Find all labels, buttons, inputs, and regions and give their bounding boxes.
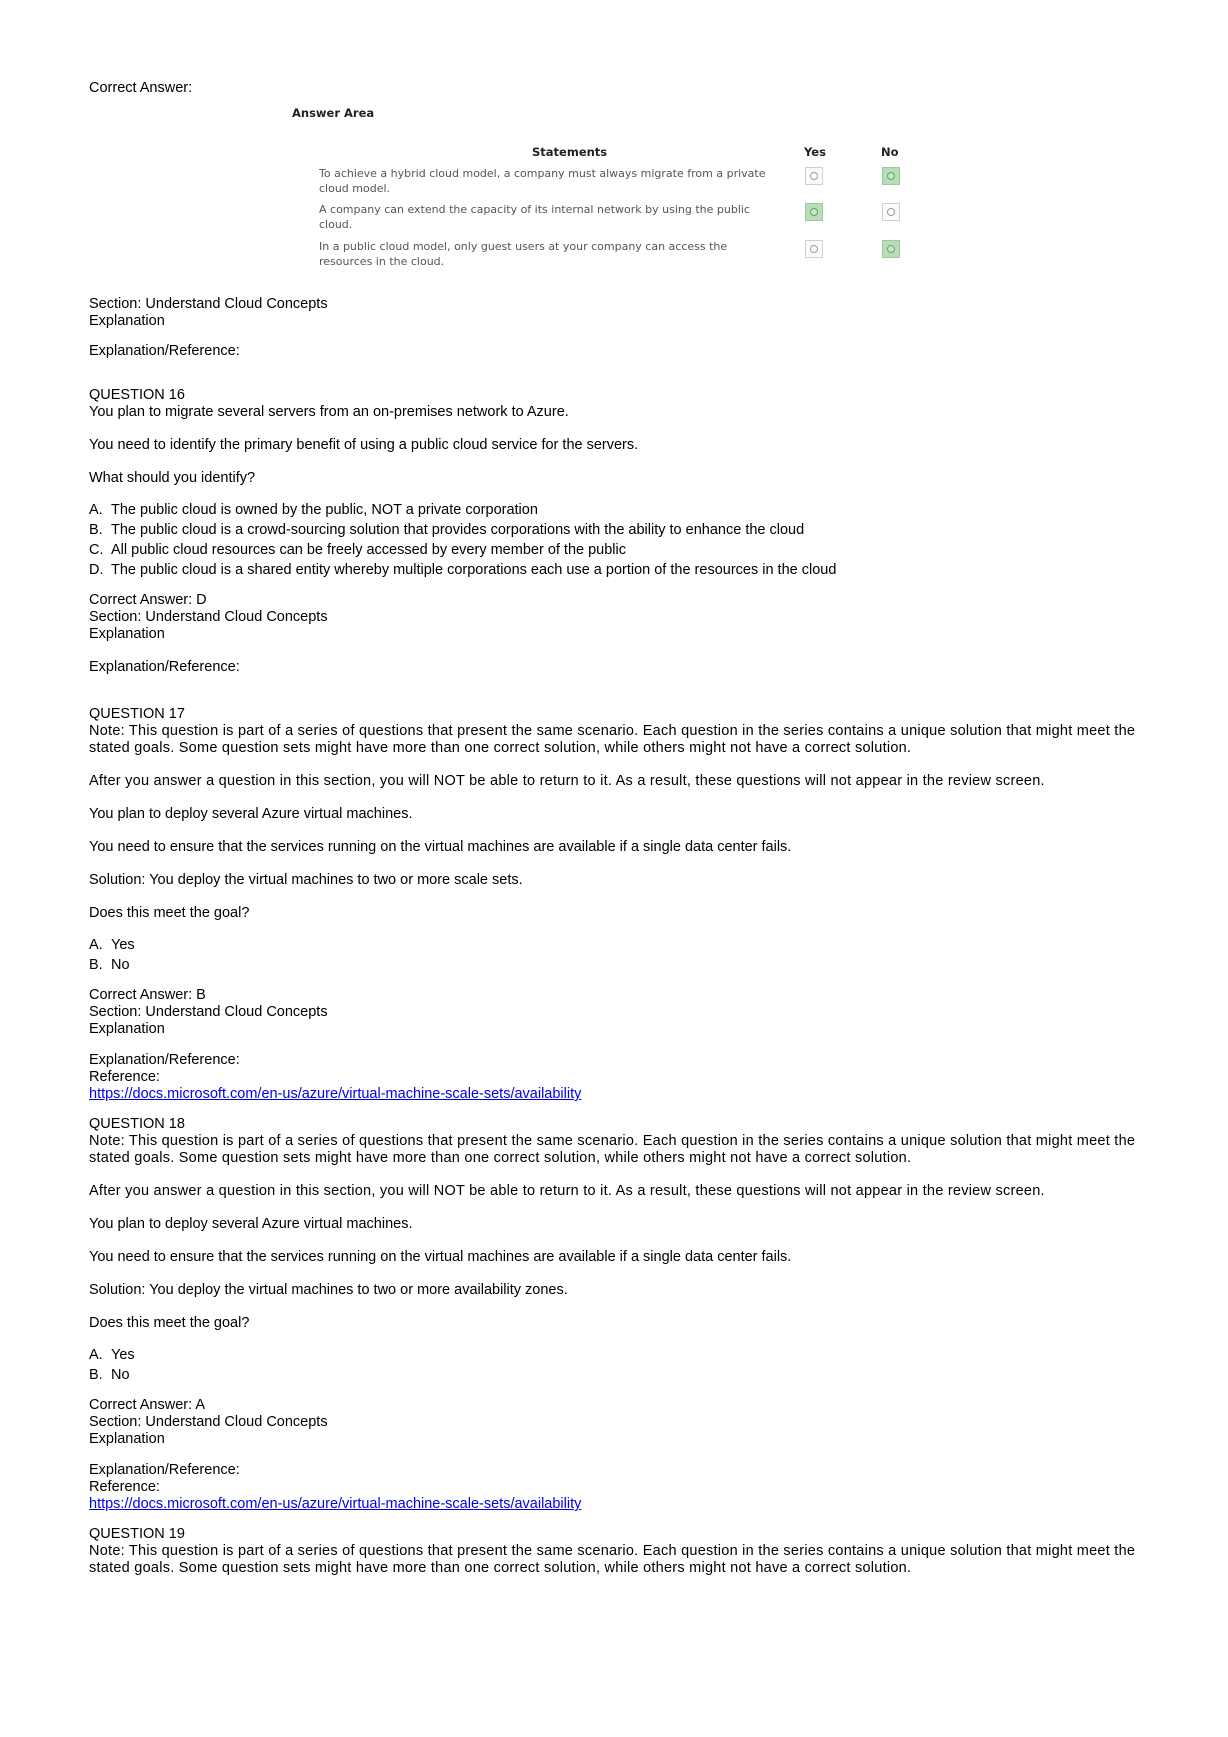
question-18-correct-answer: Correct Answer: A [89, 1397, 206, 1413]
question-17-correct-answer: Correct Answer: B [89, 987, 206, 1003]
explanation-reference-label: Explanation/Reference: [89, 343, 240, 359]
statement-1: To achieve a hybrid cloud model, a company must always migrate from a private cloud model. [319, 167, 766, 195]
statement-2: A company can extend the capacity of its internal network by using the public cloud. [319, 203, 750, 231]
section-label: Section: Understand Cloud Concepts [89, 609, 328, 625]
option-letter: B. [89, 1367, 103, 1383]
explanation-label: Explanation [89, 626, 165, 642]
option-a[interactable] [89, 1345, 1149, 1365]
question-17-after-note: After you answer a question in this section, you will NOT be able to return to it. As a result, these questions will not appear in the review screen. [89, 773, 1045, 789]
yes-header: Yes [804, 145, 826, 159]
option-letter: A. [89, 937, 103, 953]
explanation-reference-label: Explanation/Reference: [89, 1052, 240, 1068]
option-text: The public cloud is owned by the public, NOT a private corporation [111, 502, 538, 518]
option-text: The public cloud is a crowd-sourcing solution that provides corporations with the ability to enhance the cloud [111, 522, 805, 538]
statement-3-no-radio[interactable] [882, 240, 900, 258]
reference-label: Reference: [89, 1479, 160, 1495]
statement-1-yes-radio[interactable] [805, 167, 823, 185]
option-letter: D. [89, 562, 104, 578]
statement-1-no-radio[interactable] [882, 167, 900, 185]
statement-3-yes-radio[interactable] [805, 240, 823, 258]
question-17-solution: Solution: You deploy the virtual machines to two or more scale sets. [89, 872, 523, 888]
reference-label: Reference: [89, 1069, 160, 1085]
question-17-note: Note: This question is part of a series of questions that present the same scenario. Each question in the series contains a unique solution that might meet the stated goals. Some question sets might have more than one correct solution, while others might not have a correct solution. [89, 723, 1136, 756]
explanation-label: Explanation [89, 1431, 165, 1447]
statements-header: Statements [532, 145, 608, 159]
question-16-correct-answer: Correct Answer: D [89, 592, 207, 608]
question-18-note: Note: This question is part of a series of questions that present the same scenario. Each question in the series contains a unique solution that might meet the stated goals. Some question sets might have more than one correct solution, while others might not have a correct solution. [89, 1133, 1136, 1166]
no-header: No [881, 145, 899, 159]
answer-area-title: Answer Area [292, 106, 375, 120]
question-17-text-1: You plan to deploy several Azure virtual machines. [89, 806, 413, 822]
question-17-text-2: You need to ensure that the services running on the virtual machines are available if a single data center fails. [89, 839, 792, 855]
question-17-options [89, 935, 1149, 975]
question-18-text-1: You plan to deploy several Azure virtual machines. [89, 1216, 413, 1232]
question-16-title: QUESTION 16 [89, 387, 185, 403]
option-text: Yes [111, 1347, 135, 1363]
section-label: Section: Understand Cloud Concepts [89, 1414, 328, 1430]
question-17-prompt: Does this meet the goal? [89, 905, 250, 921]
question-19-note: Note: This question is part of a series of questions that present the same scenario. Each question in the series contains a unique solution that might meet the stated goals. Some question sets might have more than one correct solution, while others might not have a correct solution. [89, 1543, 1136, 1576]
question-16-text-1: You plan to migrate several servers from an on-premises network to Azure. [89, 404, 569, 420]
question-17-title: QUESTION 17 [89, 706, 185, 722]
question-16-options [89, 500, 1149, 580]
option-text: Yes [111, 937, 135, 953]
option-b[interactable] [89, 520, 1149, 540]
question-19-title: QUESTION 19 [89, 1526, 185, 1542]
option-a[interactable] [89, 500, 1149, 520]
option-letter: A. [89, 1347, 103, 1363]
statement-2-yes-radio[interactable] [805, 203, 823, 221]
option-letter: A. [89, 502, 103, 518]
option-c[interactable] [89, 540, 1149, 560]
option-text: All public cloud resources can be freely accessed by every member of the public [111, 542, 627, 558]
section-label: Section: Understand Cloud Concepts [89, 296, 328, 312]
option-letter: C. [89, 542, 104, 558]
answer-area-image [292, 98, 952, 288]
option-text: No [111, 957, 130, 973]
option-a[interactable] [89, 935, 1149, 955]
document-page [89, 80, 1149, 1577]
statement-2-no-radio[interactable] [882, 203, 900, 221]
question-16-text-2: You need to identify the primary benefit of using a public cloud service for the servers. [89, 437, 639, 453]
question-18-text-2: You need to ensure that the services running on the virtual machines are available if a single data center fails. [89, 1249, 792, 1265]
question-18-options [89, 1345, 1149, 1385]
question-16-prompt: What should you identify? [89, 470, 256, 486]
option-d[interactable] [89, 560, 1149, 580]
option-letter: B. [89, 957, 103, 973]
question-18-prompt: Does this meet the goal? [89, 1315, 250, 1331]
option-b[interactable] [89, 955, 1149, 975]
section-label: Section: Understand Cloud Concepts [89, 1004, 328, 1020]
question-18-solution: Solution: You deploy the virtual machines to two or more availability zones. [89, 1282, 568, 1298]
question-18-after-note: After you answer a question in this section, you will NOT be able to return to it. As a result, these questions will not appear in the review screen. [89, 1183, 1045, 1199]
option-b[interactable] [89, 1365, 1149, 1385]
option-text: No [111, 1367, 130, 1383]
statement-3: In a public cloud model, only guest users at your company can access the resources in the cloud. [319, 240, 728, 268]
explanation-reference-label: Explanation/Reference: [89, 1462, 240, 1478]
question-18-title: QUESTION 18 [89, 1116, 185, 1132]
explanation-label: Explanation [89, 1021, 165, 1037]
option-text: The public cloud is a shared entity whereby multiple corporations each use a portion of the resources in the cloud [111, 562, 837, 578]
reference-link[interactable]: https://docs.microsoft.com/en-us/azure/virtual-machine-scale-sets/availability [89, 1086, 582, 1102]
option-letter: B. [89, 522, 103, 538]
explanation-reference-label: Explanation/Reference: [89, 659, 240, 675]
correct-answer-label: Correct Answer: [89, 80, 193, 96]
explanation-label: Explanation [89, 313, 165, 329]
reference-link[interactable]: https://docs.microsoft.com/en-us/azure/virtual-machine-scale-sets/availability [89, 1496, 582, 1512]
